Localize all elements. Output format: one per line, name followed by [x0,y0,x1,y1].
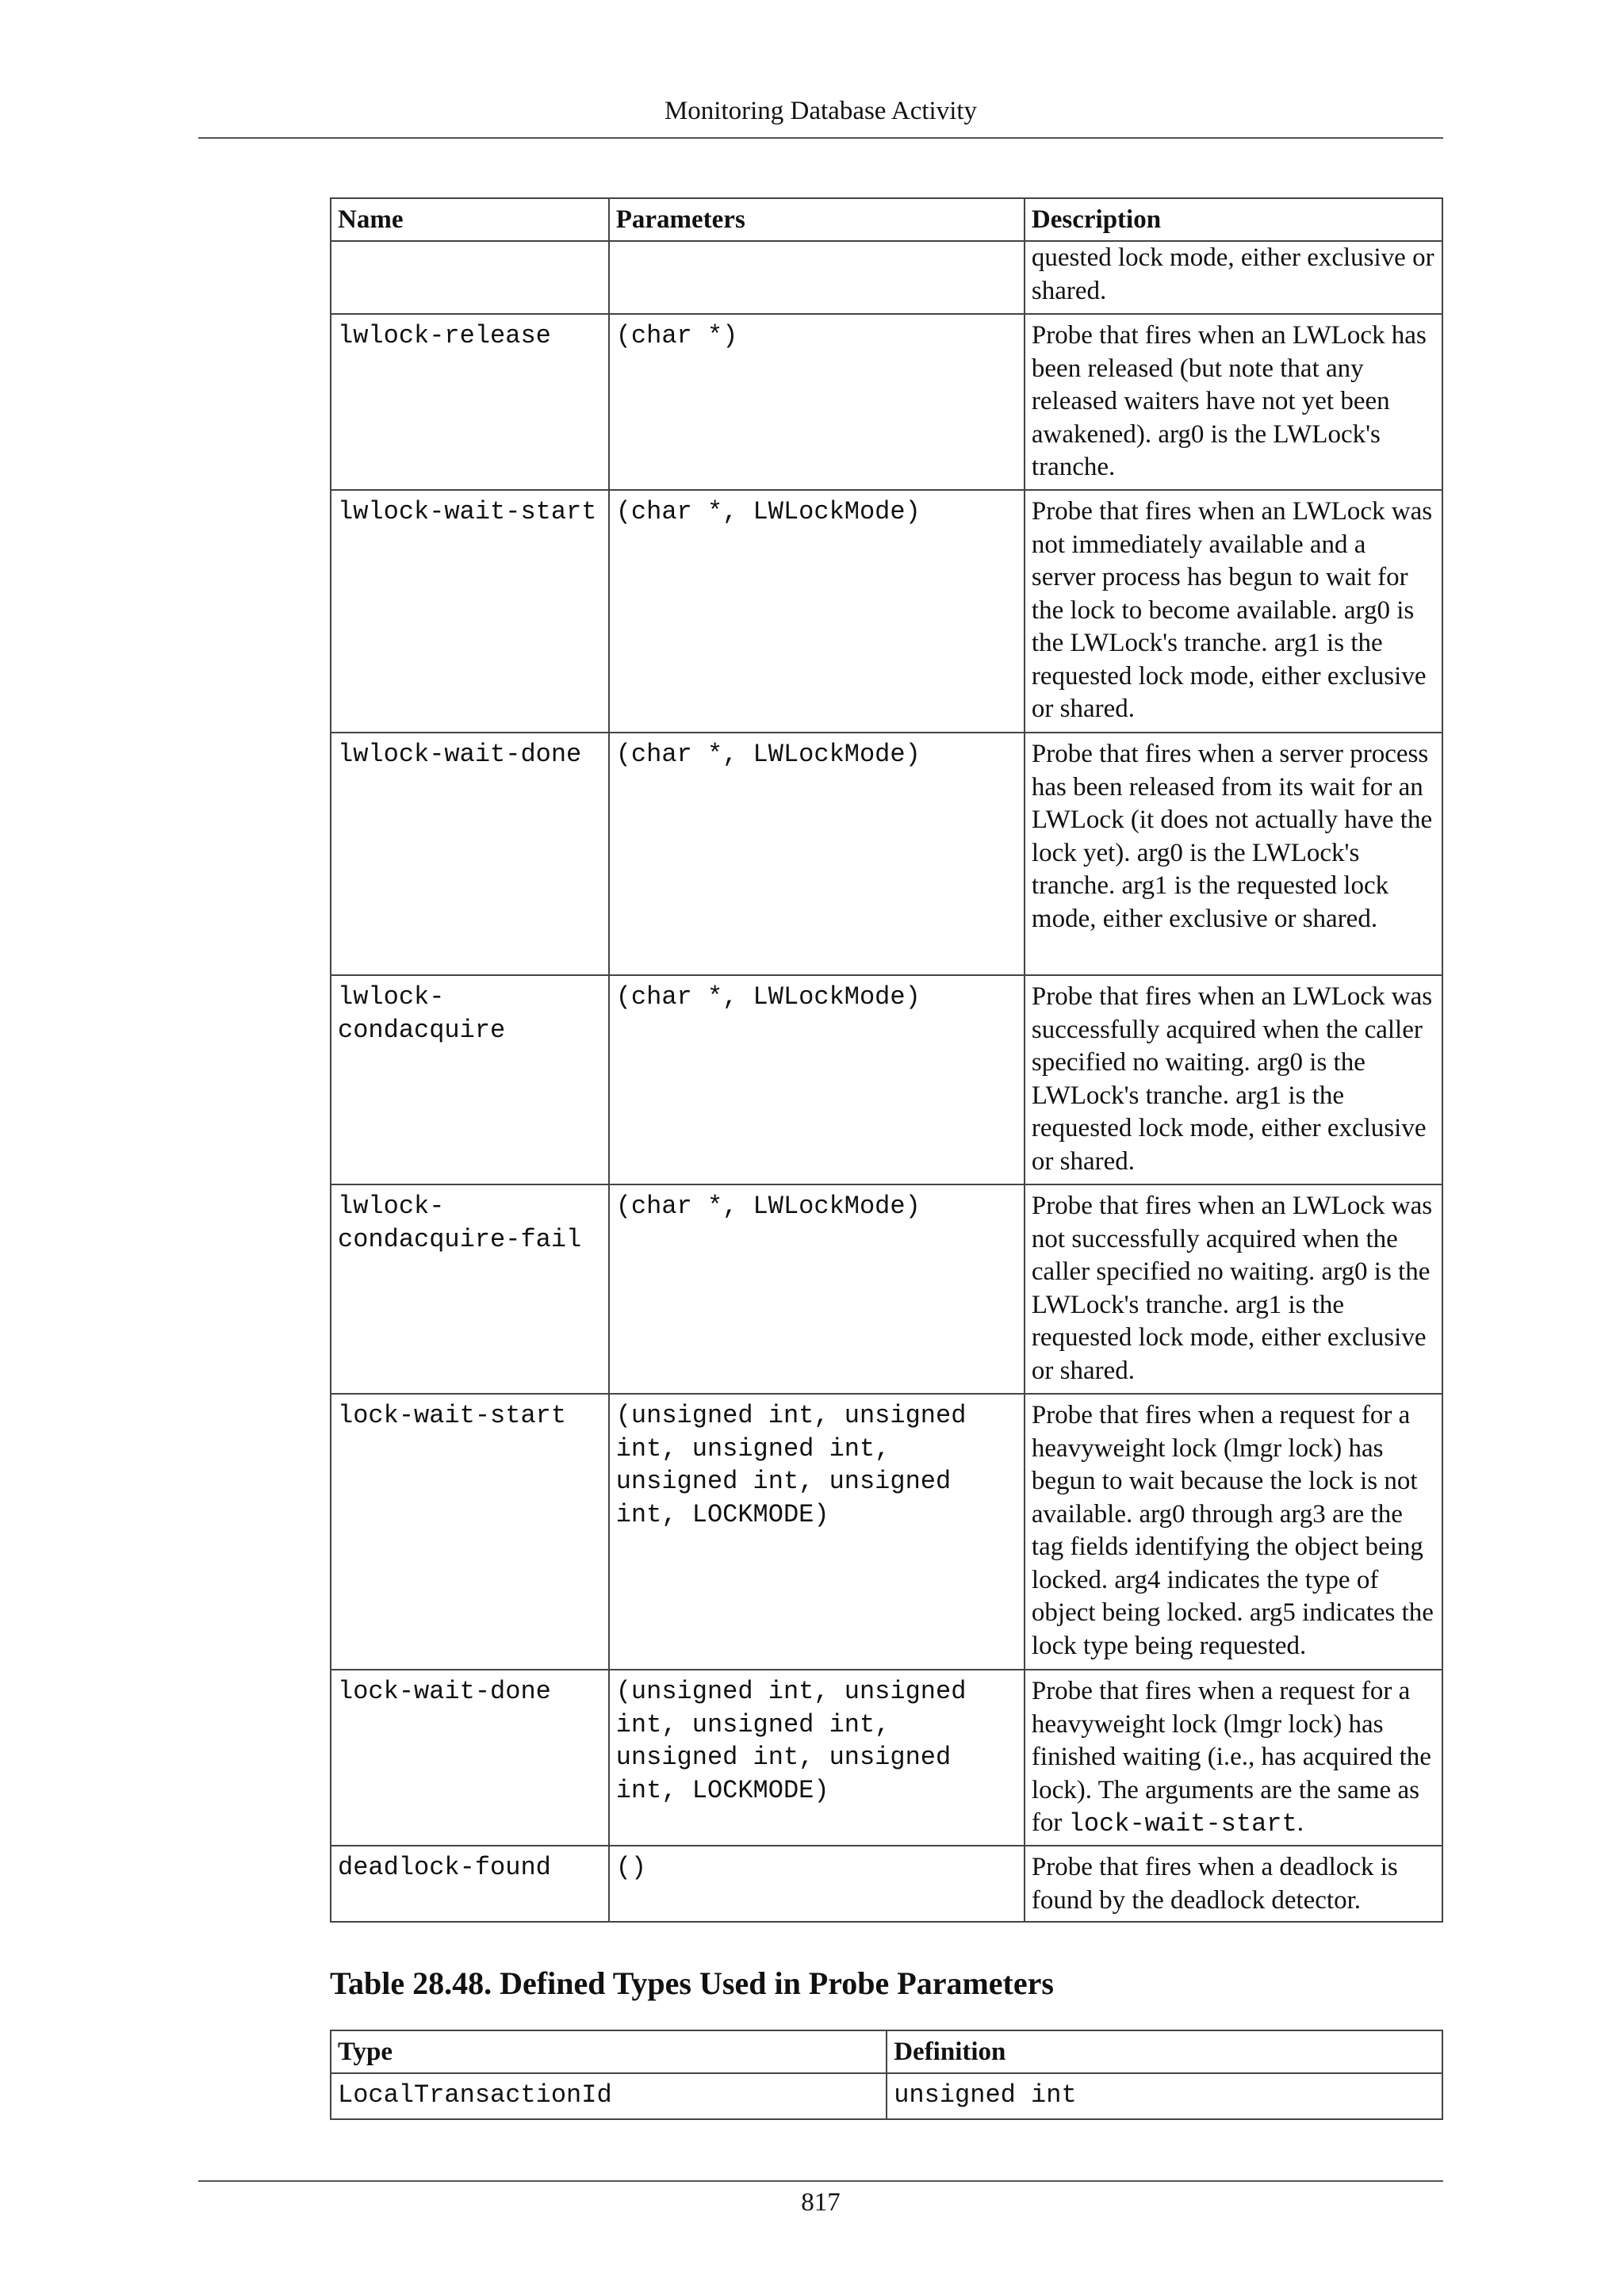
table-row [331,314,1442,490]
probe-params: (unsigned int, unsigned int, unsigned int, unsigned int, unsigned int, LOCKMODE) [609,1670,1025,1846]
table-row [331,1846,1442,1922]
probe-name [331,241,609,314]
probe-name: lwlock-condacquire-fail [331,1184,609,1394]
probe-name: lwlock-condacquire [331,975,609,1184]
probe-description: Probe that fires when an LWLock was not successfully acquired when the caller specified no waiting. arg0 is the LWLock's tranche. arg1 is the requested lock mode, either exclusive or shared. [1025,1184,1442,1394]
probe-description: Probe that fires when a request for a heavyweight lock (lmgr lock) has begun to wait because the lock is not available. arg0 through arg3 are the tag fields identifying the object being locked. arg4 indicates the type of object being locked. arg5 indicates the lock type being requested. [1025,1394,1442,1670]
probe-params: (char *, LWLockMode) [609,975,1025,1184]
probe-description: Probe that fires when a server process has been released from its wait for an LWLock (it does not actually have the lock yet). arg0 is the LWLock's tranche. arg1 is the requested lock mode, either exclusive or shared. [1025,733,1442,975]
table-row [331,1184,1442,1394]
column-header-definition: Definition [887,2030,1442,2073]
type-definition: unsigned int [887,2073,1442,2119]
table-row [331,2073,1442,2119]
page-number: 817 [801,2188,841,2217]
types-table [330,2030,1443,2120]
table-row [331,490,1442,733]
probe-name: lwlock-wait-start [331,490,609,733]
footer-rule [198,2180,1443,2182]
probe-params: (char *) [609,314,1025,490]
probe-name: lwlock-wait-done [331,733,609,975]
column-header-description: Description [1025,198,1442,241]
probe-params: (char *, LWLockMode) [609,490,1025,733]
table-row [331,975,1442,1184]
types-table-header-row [331,2030,1442,2073]
table-row [331,1394,1442,1670]
header-rule [198,137,1443,139]
probe-params: (char *, LWLockMode) [609,733,1025,975]
probe-description: Probe that fires when an LWLock was successfully acquired when the caller specified no waiting. arg0 is the LWLock's tranche. arg1 is the requested lock mode, either exclusive or shared. [1025,975,1442,1184]
probe-params: (unsigned int, unsigned int, unsigned int, unsigned int, unsigned int, LOCKMODE) [609,1394,1025,1670]
probe-description [1025,1670,1442,1846]
probe-params: () [609,1846,1025,1922]
table-row [331,1670,1442,1846]
running-header: Monitoring Database Activity [664,97,978,125]
probe-description: Probe that fires when a deadlock is found by the deadlock detector. [1025,1846,1442,1922]
probe-params [609,241,1025,314]
probe-name: lock-wait-start [331,1394,609,1670]
inline-code: lock-wait-start [1068,1809,1297,1839]
column-header-parameters: Parameters [609,198,1025,241]
probe-table-header-row [331,198,1442,241]
table-caption: Table 28.48. Defined Types Used in Probe Parameters [330,1965,1054,2001]
probe-name: lwlock-release [331,314,609,490]
probe-description-tail: . [1297,1808,1304,1837]
probe-description: Probe that fires when an LWLock has been released (but note that any released waiters have not yet been awakened). arg0 is the LWLock's tranche. [1025,314,1442,490]
table-row [331,241,1442,314]
probe-name: deadlock-found [331,1846,609,1922]
probe-description: quested lock mode, either exclusive or shared. [1025,241,1442,314]
column-header-type: Type [331,2030,887,2073]
probe-description: Probe that fires when an LWLock was not immediately available and a server process has begun to wait for the lock to become available. arg0 is the LWLock's tranche. arg1 is the requested lock mode, either exclusive or shared. [1025,490,1442,733]
type-name: LocalTransactionId [331,2073,887,2119]
column-header-name: Name [331,198,609,241]
probe-table [330,197,1443,1923]
table-row [331,733,1442,975]
probe-description-text: Probe that fires when a request for a heavyweight lock (lmgr lock) has finished waiting (i.e., has acquired the lock). The arguments are the same as for [1031,1677,1431,1837]
probe-name: lock-wait-done [331,1670,609,1846]
probe-params: (char *, LWLockMode) [609,1184,1025,1394]
